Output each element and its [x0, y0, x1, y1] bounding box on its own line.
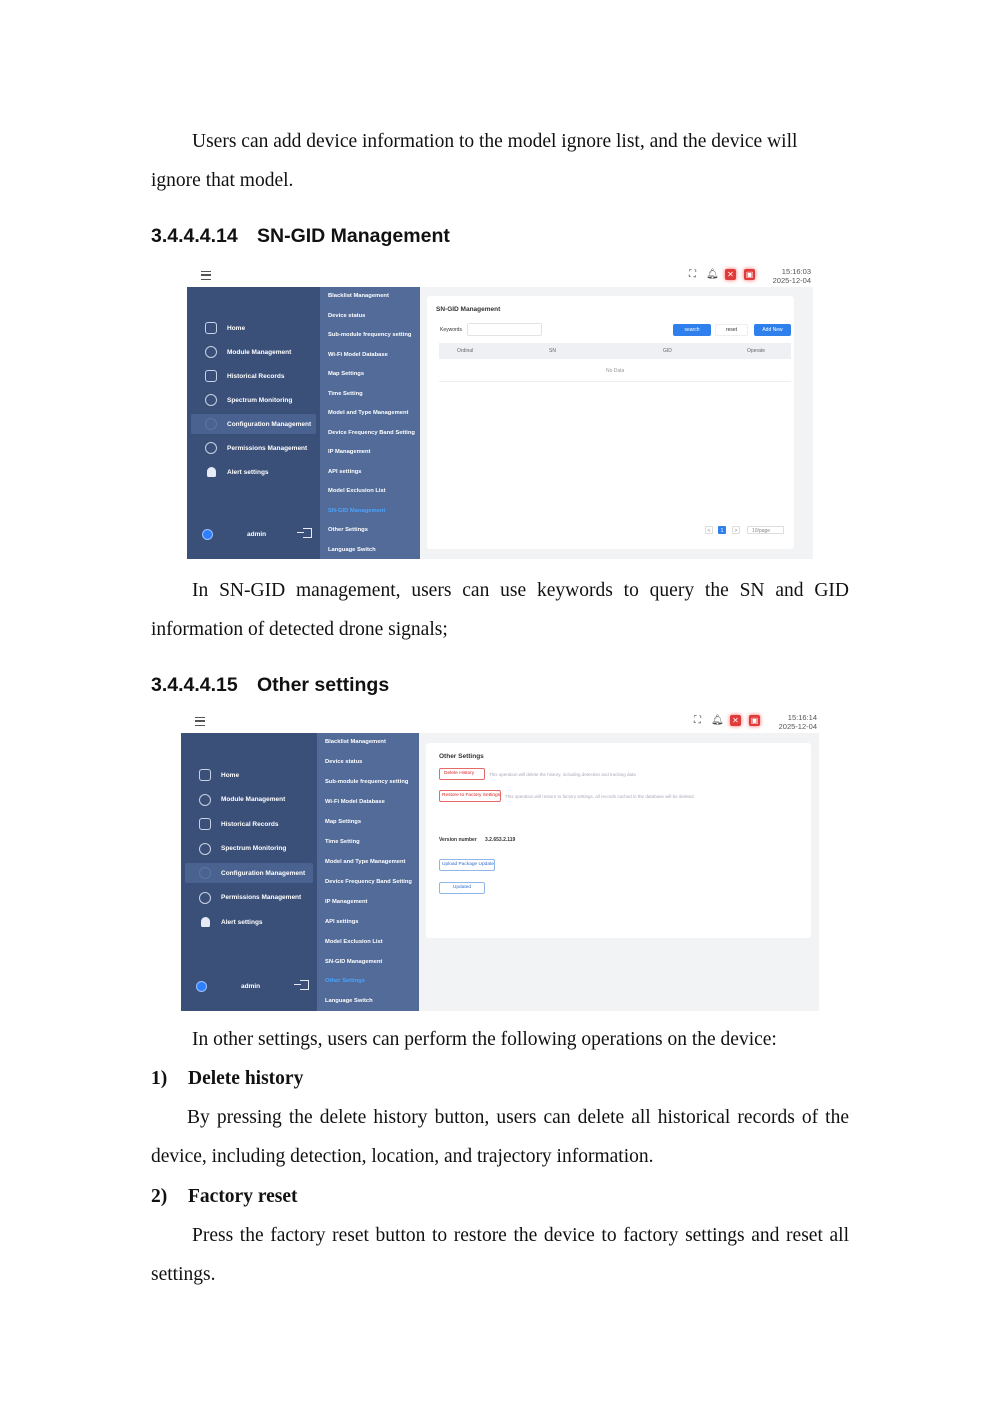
sidebar-item-module-management[interactable]: [181, 790, 317, 810]
bell-icon[interactable]: 🔔︎: [706, 269, 719, 280]
sidebar-label: Historical Records: [221, 820, 279, 828]
sidebar-label: Spectrum Monitoring: [221, 845, 287, 852]
home-icon: [199, 769, 211, 781]
username: admin: [247, 530, 267, 538]
page-size-select[interactable]: 10/page: [747, 526, 784, 534]
sn-gid-screenshot: [187, 266, 813, 559]
column-gid: GID: [663, 348, 672, 354]
calendar-icon: [205, 370, 217, 382]
sidebar-label: Historical Records: [227, 372, 285, 380]
intro-paragraph: Users can add device information to the model ignore list, and the device will ignore that model.: [151, 131, 798, 191]
user-area: [187, 525, 320, 543]
submenu-api-settings[interactable]: API settings: [325, 919, 359, 925]
sidebar-label: Spectrum Monitoring: [227, 396, 293, 404]
sidebar-label: Permissions Management: [221, 894, 302, 901]
sidebar: [187, 287, 320, 559]
sidebar-item-spectrum-monitoring[interactable]: [187, 390, 320, 410]
submenu-other-settings[interactable]: Other Settings: [325, 978, 365, 984]
section-heading-other-settings: [151, 674, 389, 697]
bell-icon[interactable]: 🔔︎: [711, 715, 724, 726]
submenu-model-type-management[interactable]: Model and Type Management: [325, 859, 406, 865]
list-title: Factory reset: [188, 1186, 298, 1207]
submenu-blacklist-management[interactable]: Blacklist Management: [325, 739, 386, 745]
next-page-button[interactable]: >: [732, 526, 740, 534]
sidebar-item-module-management[interactable]: [187, 342, 320, 362]
table-divider: [439, 381, 791, 382]
submenu-sub-module-frequency[interactable]: Sub-module frequency setting: [328, 332, 412, 338]
submenu-device-status[interactable]: Device status: [328, 312, 366, 319]
sidebar-label: Module Management: [227, 348, 292, 356]
module-icon: [199, 794, 211, 806]
top-bar: [187, 266, 813, 287]
config-icon: [205, 418, 217, 430]
keywords-input[interactable]: [467, 323, 542, 336]
clock: [757, 713, 817, 731]
section-title: Other settings: [257, 674, 390, 696]
bell-icon: [207, 467, 216, 477]
delete-history-description: By pressing the delete history button, users can delete all historical records of the device, including detection, location, and trajectory information.: [151, 1107, 849, 1167]
section-title: SN-GID Management: [257, 225, 450, 247]
list-item-factory-reset: [151, 1186, 298, 1208]
submenu-wifi-model-database[interactable]: Wi-Fi Model Database: [328, 351, 388, 358]
bell-icon: [201, 917, 210, 927]
factory-reset-description: Press the factory reset button to restore the device to factory settings and reset all settings.: [151, 1225, 849, 1285]
sidebar-item-home[interactable]: [181, 765, 317, 785]
menu-icon[interactable]: [195, 717, 205, 726]
sidebar-item-configuration-management[interactable]: [191, 414, 316, 434]
submenu-sn-gid-management[interactable]: SN-GID Management: [325, 958, 383, 965]
column-operate: Operate: [747, 348, 766, 354]
submenu-model-exclusion-list[interactable]: Model Exclusion List: [325, 938, 383, 945]
sidebar-label: Permissions Management: [227, 444, 308, 452]
delete-history-note: This operation will delete the history, including detection and tracking data: [489, 772, 636, 777]
logout-icon[interactable]: [303, 528, 312, 538]
config-submenu: [320, 287, 420, 559]
fullscreen-icon[interactable]: ⛶: [689, 269, 696, 280]
add-new-button[interactable]: Add New: [754, 324, 791, 336]
restore-factory-button[interactable]: Restore to Factory Settings: [439, 790, 501, 802]
sidebar-label: Alert settings: [227, 468, 269, 476]
fullscreen-icon[interactable]: ⛶: [694, 715, 701, 726]
monitor-alert-icon[interactable]: ▣: [745, 270, 754, 279]
sidebar-label: Alert settings: [221, 918, 263, 926]
submenu-model-exclusion-list[interactable]: Model Exclusion List: [328, 488, 386, 494]
satellite-alert-icon[interactable]: ✕: [725, 269, 736, 280]
list-item-delete-history: [151, 1068, 303, 1090]
sidebar-item-alert-settings[interactable]: [187, 462, 320, 482]
other-settings-paragraph: In other settings, users can perform the following operations on the device:: [192, 1029, 777, 1050]
clock-date: 2025-12-04: [778, 722, 817, 731]
monitor-alert-icon[interactable]: ▣: [750, 716, 759, 725]
satellite-alert-icon[interactable]: ✕: [730, 715, 741, 726]
submenu-model-type-management[interactable]: Model and Type Management: [328, 410, 409, 416]
calendar-icon: [199, 818, 211, 830]
content-area: [419, 733, 819, 1011]
clock-time: 15:16:03: [781, 267, 811, 276]
menu-icon[interactable]: [201, 271, 211, 280]
submenu-sn-gid-management[interactable]: SN-GID Management: [328, 507, 386, 514]
submenu-api-settings[interactable]: API settings: [328, 468, 362, 475]
sidebar-item-configuration-management[interactable]: [185, 863, 313, 883]
sidebar-item-spectrum-monitoring[interactable]: [181, 839, 317, 859]
submenu-device-status[interactable]: Device status: [325, 759, 363, 765]
other-settings-card: [426, 743, 811, 938]
list-number: 1): [151, 1068, 168, 1089]
submenu-wifi-model-database[interactable]: Wi-Fi Model Database: [325, 799, 385, 805]
prev-page-button[interactable]: <: [705, 526, 713, 534]
submenu-blacklist-management[interactable]: Blacklist Management: [328, 293, 389, 299]
spectrum-icon: [199, 843, 211, 855]
column-sn: SN: [549, 348, 556, 354]
clock: [751, 267, 811, 285]
delete-history-button[interactable]: Delete History: [439, 768, 485, 780]
sidebar-item-permissions-management[interactable]: [181, 888, 317, 908]
other-settings-screenshot: [181, 712, 819, 1011]
sidebar-label: Configuration Management: [221, 869, 306, 877]
home-icon: [205, 322, 217, 334]
sn-gid-paragraph: In SN-GID management, users can use keywords to query the SN and GID information of detected drone signals;: [151, 580, 849, 640]
search-button[interactable]: search: [673, 324, 711, 336]
submenu-map-settings[interactable]: Map Settings: [328, 371, 365, 377]
spectrum-icon: [205, 394, 217, 406]
sidebar-item-home[interactable]: [187, 318, 320, 338]
logout-icon[interactable]: [300, 980, 309, 990]
top-bar: [181, 712, 819, 733]
clock-time: 15:16:14: [787, 713, 817, 722]
sidebar-item-alert-settings[interactable]: [181, 912, 317, 932]
submenu-device-frequency-band[interactable]: Device Frequency Band Setting: [325, 879, 412, 885]
shield-icon: [199, 892, 211, 904]
reset-button[interactable]: reset: [715, 324, 748, 336]
submenu-time-setting[interactable]: Time Setting: [328, 390, 363, 397]
sidebar-item-historical-records[interactable]: [187, 366, 320, 386]
card-title: Other Settings: [439, 753, 484, 760]
column-ordinal: Ordinal: [457, 348, 474, 354]
version-label: Version number: [439, 837, 477, 843]
clock-date: 2025-12-04: [772, 276, 811, 285]
sidebar-label: Configuration Management: [227, 420, 312, 428]
config-submenu: [317, 733, 419, 1011]
no-data-text: No Data: [606, 368, 625, 374]
section-number: 3.4.4.4.15: [151, 674, 238, 696]
version-number: 3.2.653.2.119: [485, 837, 516, 843]
section-heading-sn-gid: [151, 225, 450, 248]
sn-gid-card: [427, 296, 794, 549]
submenu-other-settings[interactable]: Other Settings: [328, 527, 368, 533]
submenu-time-setting[interactable]: Time Setting: [325, 839, 360, 845]
submenu-language-switch[interactable]: Language Switch: [325, 998, 373, 1004]
submenu-ip-management[interactable]: IP Management: [325, 899, 368, 905]
card-title: SN-GID Management: [436, 306, 501, 313]
submenu-sub-module-frequency[interactable]: Sub-module frequency setting: [325, 779, 409, 785]
submenu-language-switch[interactable]: Language Switch: [328, 546, 376, 553]
table-header: [439, 343, 791, 359]
submenu-device-frequency-band[interactable]: Device Frequency Band Setting: [328, 429, 415, 436]
page-1-button[interactable]: 1: [718, 526, 726, 534]
updated-button[interactable]: Updated: [439, 882, 485, 894]
upload-package-button[interactable]: Upload Package Update: [439, 859, 495, 871]
module-icon: [205, 346, 217, 358]
toolbar-icons: [692, 715, 760, 726]
username: admin: [241, 982, 261, 990]
sidebar-item-permissions-management[interactable]: [187, 438, 320, 458]
config-icon: [199, 867, 211, 879]
sidebar-item-historical-records[interactable]: [181, 814, 317, 834]
user-area: [181, 977, 317, 995]
sidebar-label: Module Management: [221, 796, 286, 803]
content-area: [420, 287, 813, 559]
toolbar-icons: [687, 269, 755, 280]
submenu-ip-management[interactable]: IP Management: [328, 449, 371, 455]
avatar[interactable]: [196, 981, 207, 992]
list-number: 2): [151, 1186, 168, 1207]
keywords-label: Keywords: [440, 327, 462, 333]
section-number: 3.4.4.4.14: [151, 225, 238, 247]
shield-icon: [205, 442, 217, 454]
sidebar: [181, 733, 317, 1011]
sidebar-label: Home: [227, 324, 246, 332]
sidebar-label: Home: [221, 771, 240, 779]
avatar[interactable]: [202, 529, 213, 540]
restore-factory-note: This operation will restore to factory settings, all records cached in the database will be deleted: [505, 794, 694, 799]
list-title: Delete history: [188, 1068, 304, 1089]
submenu-map-settings[interactable]: Map Settings: [325, 819, 362, 825]
